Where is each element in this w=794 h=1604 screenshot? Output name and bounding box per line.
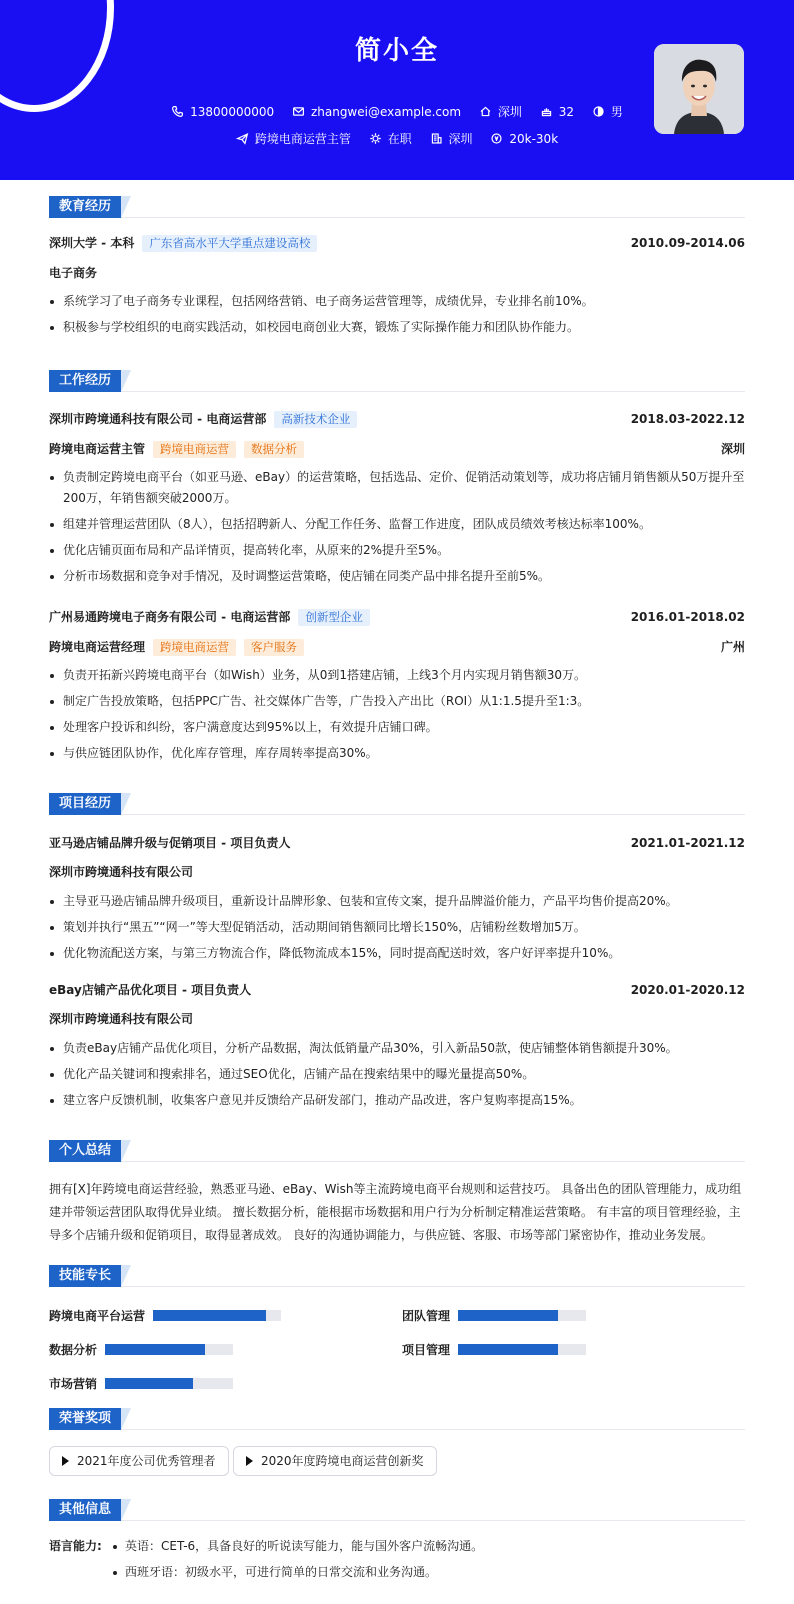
- target-role-item: [236, 130, 351, 147]
- company-tag: 高新技术企业: [274, 411, 357, 428]
- gender-item: [592, 103, 623, 120]
- language-list: [111, 1536, 483, 1588]
- project-company-row: [49, 863, 745, 881]
- cake-icon: [540, 105, 553, 118]
- skill-item: [49, 1307, 281, 1323]
- skill-bar-fill: [153, 1310, 266, 1321]
- avatar-photo: [654, 44, 744, 134]
- project-company-row: [49, 1010, 745, 1028]
- award-text: 2020年度跨境电商运营创新奖: [261, 1454, 424, 1468]
- city-text: 深圳: [497, 105, 522, 119]
- education-major-row: [49, 264, 745, 282]
- skill-bar: [458, 1310, 586, 1321]
- list-item: 主导亚马逊店铺品牌升级项目，重新设计品牌形象、包装和宣传文案，提升品牌溢价能力，产品平均售价提高20%。: [49, 891, 745, 912]
- list-item: 负责开拓新兴跨境电商平台（如Wish）业务，从0到1搭建店铺，上线3个月内实现月销售额30万。: [49, 665, 745, 686]
- status-text: 在职: [387, 132, 412, 146]
- age-item: [540, 105, 574, 119]
- school-tag: 广东省高水平大学重点建设高校: [142, 235, 317, 252]
- section-title-education: 教育经历: [49, 196, 121, 218]
- company-tag: 创新型企业: [298, 609, 370, 626]
- skill-bar: [105, 1378, 233, 1389]
- skill-name: 市场营销: [49, 1376, 98, 1391]
- list-item: 负责eBay店铺产品优化项目，分析产品数据，淘汰低销量产品30%，引入新品50款，使店铺整体销售额提升30%。: [49, 1038, 745, 1059]
- award-text: 2021年度公司优秀管理者: [77, 1454, 216, 1468]
- section-title-work: 工作经历: [49, 370, 121, 392]
- list-item: 积极参与学校组织的电商实践活动，如校园电商创业大赛，锻炼了实际操作能力和团队协作能力。: [49, 317, 745, 338]
- salary-icon: [490, 132, 503, 145]
- skill-bar: [153, 1310, 281, 1321]
- project-name: eBay店铺产品优化项目 - 项目负责人: [49, 983, 252, 997]
- target-city-text: 深圳: [448, 132, 473, 146]
- target-city-item: [430, 130, 473, 147]
- project-bullets: [49, 1038, 745, 1116]
- award-chip: [49, 1446, 229, 1476]
- education-section: [49, 196, 745, 334]
- list-item: 组建并管理运营团队（8人），包括招聘新人、分配工作任务、监督工作进度，团队成员绩效考核达标率100%。: [49, 514, 745, 535]
- project-date: 2020.01-2020.12: [630, 983, 745, 997]
- job-company-row: [49, 410, 745, 428]
- play-icon: [62, 1456, 69, 1466]
- salary-text: 20k-30k: [509, 131, 559, 146]
- email-item: [292, 105, 461, 119]
- projects-section: [49, 793, 745, 1107]
- skill-bar-fill: [105, 1378, 193, 1389]
- education-school-row: [49, 234, 745, 252]
- target-role-text: 跨境电商运营主管: [254, 132, 351, 146]
- resume-header: [0, 0, 794, 180]
- list-item: 制定广告投放策略，包括PPC广告、社交媒体广告等，广告投入产出比（ROI）从1:1.5提升至1:3。: [49, 691, 745, 712]
- job-role: 跨境电商运营经理: [49, 640, 146, 654]
- section-header: [49, 1265, 745, 1287]
- list-item: 建立客户反馈机制，收集客户意见并反馈给产品研发部门，推动产品改进，客户复购率提高15%。: [49, 1090, 745, 1111]
- skill-bar-fill: [105, 1344, 205, 1355]
- list-item: 优化产品关键词和搜索排名，通过SEO优化，店铺产品在搜索结果中的曝光量提高50%。: [49, 1064, 745, 1085]
- summary-section: [49, 1140, 745, 1242]
- list-item: 优化店铺页面布局和产品详情页，提高转化率，从原来的2%提升至5%。: [49, 540, 745, 561]
- work-section: [49, 370, 745, 760]
- section-title-other: 其他信息: [49, 1499, 121, 1521]
- job-company-row: [49, 608, 745, 626]
- skill-item: [402, 1341, 586, 1357]
- skill-item: [402, 1307, 586, 1323]
- list-item: 与供应链团队协作，优化库存管理，库存周转率提高30%。: [49, 743, 745, 764]
- skill-name: 数据分析: [49, 1342, 98, 1357]
- job-role-row: [49, 638, 745, 656]
- other-section: [49, 1499, 745, 1579]
- job-bullets: [49, 467, 745, 592]
- section-title-summary: 个人总结: [49, 1140, 121, 1162]
- language-label: 语言能力:: [49, 1539, 102, 1553]
- skill-tag: 跨境电商运营: [153, 639, 236, 656]
- job-role: 跨境电商运营主管: [49, 442, 146, 456]
- skill-name: 团队管理: [402, 1308, 451, 1323]
- skill-tag: 数据分析: [244, 441, 304, 458]
- project-company: 深圳市跨境通科技有限公司: [49, 1012, 194, 1026]
- phone-item: [171, 105, 274, 119]
- section-title-projects: 项目经历: [49, 793, 121, 815]
- job-bullets: [49, 665, 745, 769]
- list-item: 西班牙语：初级水平，可进行简单的日常交流和业务沟通。: [111, 1562, 483, 1583]
- job-location: 广州: [720, 640, 745, 654]
- section-title-awards: 荣誉奖项: [49, 1408, 121, 1430]
- section-header: [49, 1408, 745, 1430]
- phone-icon: [171, 105, 184, 118]
- skill-bar: [458, 1344, 586, 1355]
- section-header: [49, 370, 745, 392]
- list-item: 英语：CET-6，具备良好的听说读写能力，能与国外客户流畅沟通。: [111, 1536, 483, 1557]
- salary-item: [490, 132, 558, 146]
- list-item: 处理客户投诉和纠纷，客户满意度达到95%以上，有效提升店铺口碑。: [49, 717, 745, 738]
- gender-text: 男: [610, 105, 623, 119]
- awards-section: [49, 1408, 745, 1468]
- project-title-row: [49, 981, 745, 999]
- project-title-row: [49, 834, 745, 852]
- job-date: 2018.03-2022.12: [630, 412, 745, 426]
- skill-bar-fill: [458, 1344, 558, 1355]
- list-item: 策划并执行“黑五”“网一”等大型促销活动，活动期间销售额同比增长150%，店铺粉丝数增加5万。: [49, 917, 745, 938]
- candidate-name: 简小全: [354, 36, 439, 66]
- avatar: [654, 44, 744, 134]
- gender-icon: [592, 105, 605, 118]
- skill-tag: 跨境电商运营: [153, 441, 236, 458]
- skill-item: [49, 1341, 233, 1357]
- skill-name: 项目管理: [402, 1342, 451, 1357]
- section-header: [49, 1499, 745, 1521]
- section-title-skills: 技能专长: [49, 1265, 121, 1287]
- company-name: 深圳市跨境通科技有限公司 - 电商运营部: [49, 412, 267, 426]
- skill-item: [49, 1375, 233, 1391]
- project-date: 2021.01-2021.12: [630, 836, 745, 850]
- education-date: 2010.09-2014.06: [630, 236, 745, 250]
- status-icon: [369, 132, 382, 145]
- summary-text: 拥有[X]年跨境电商运营经验，熟悉亚马逊、eBay、Wish等主流跨境电商平台规则和运营技巧。 具备出色的团队管理能力，成功组建并带领运营团队取得优异业绩。 擅长数据分析，能根据市场数据和用户行为分析制定精准运营策略。 有丰富的项目管理经验，主导多个店铺升级和促销项目，取得显著成效。 良好的沟通协调能力，与供应链、客服、市场等部门紧密协作，推动业务发展。: [49, 1182, 742, 1242]
- skill-tag: 客户服务: [244, 639, 304, 656]
- list-item: 系统学习了电子商务专业课程，包括网络营销、电子商务运营管理等，成绩优异，专业排名前10%。: [49, 291, 745, 312]
- list-item: 分析市场数据和竞争对手情况，及时调整运营策略，使店铺在同类产品中排名提升至前5%。: [49, 566, 745, 587]
- school-name: 深圳大学 - 本科: [49, 236, 135, 250]
- major: 电子商务: [49, 266, 98, 280]
- project-name: 亚马逊店铺品牌升级与促销项目 - 项目负责人: [49, 836, 291, 850]
- section-header: [49, 793, 745, 815]
- play-icon: [246, 1456, 253, 1466]
- age-text: 32: [558, 104, 575, 119]
- skill-bar: [105, 1344, 233, 1355]
- email-text: zhangwei@example.com: [310, 104, 462, 119]
- send-icon: [236, 132, 249, 145]
- building-icon: [430, 132, 443, 145]
- skills-section: [49, 1265, 745, 1391]
- job-role-row: [49, 440, 745, 458]
- job-date: 2016.01-2018.02: [630, 610, 745, 624]
- phone-text: 13800000000: [190, 104, 275, 119]
- section-header: [49, 1140, 745, 1162]
- list-item: 负责制定跨境电商平台（如亚马逊、eBay）的运营策略，包括选品、定价、促销活动策划等，成功将店铺月销售额从50万提升至200万，年销售额突破2000万。: [49, 467, 745, 509]
- section-header: [49, 196, 745, 218]
- skill-bar-fill: [458, 1310, 558, 1321]
- company-name: 广州易通跨境电子商务有限公司 - 电商运营部: [49, 610, 291, 624]
- status-item: [369, 130, 412, 147]
- education-bullets: [49, 291, 745, 343]
- project-company: 深圳市跨境通科技有限公司: [49, 865, 194, 879]
- job-location: 深圳: [720, 442, 745, 456]
- project-bullets: [49, 891, 745, 969]
- award-chip: [233, 1446, 437, 1476]
- skill-name: 跨境电商平台运营: [49, 1308, 146, 1323]
- home-icon: [479, 105, 492, 118]
- list-item: 优化物流配送方案，与第三方物流合作，降低物流成本15%，同时提高配送时效，客户好评率提升10%。: [49, 943, 745, 964]
- mail-icon: [292, 105, 305, 118]
- city-item: [479, 103, 522, 120]
